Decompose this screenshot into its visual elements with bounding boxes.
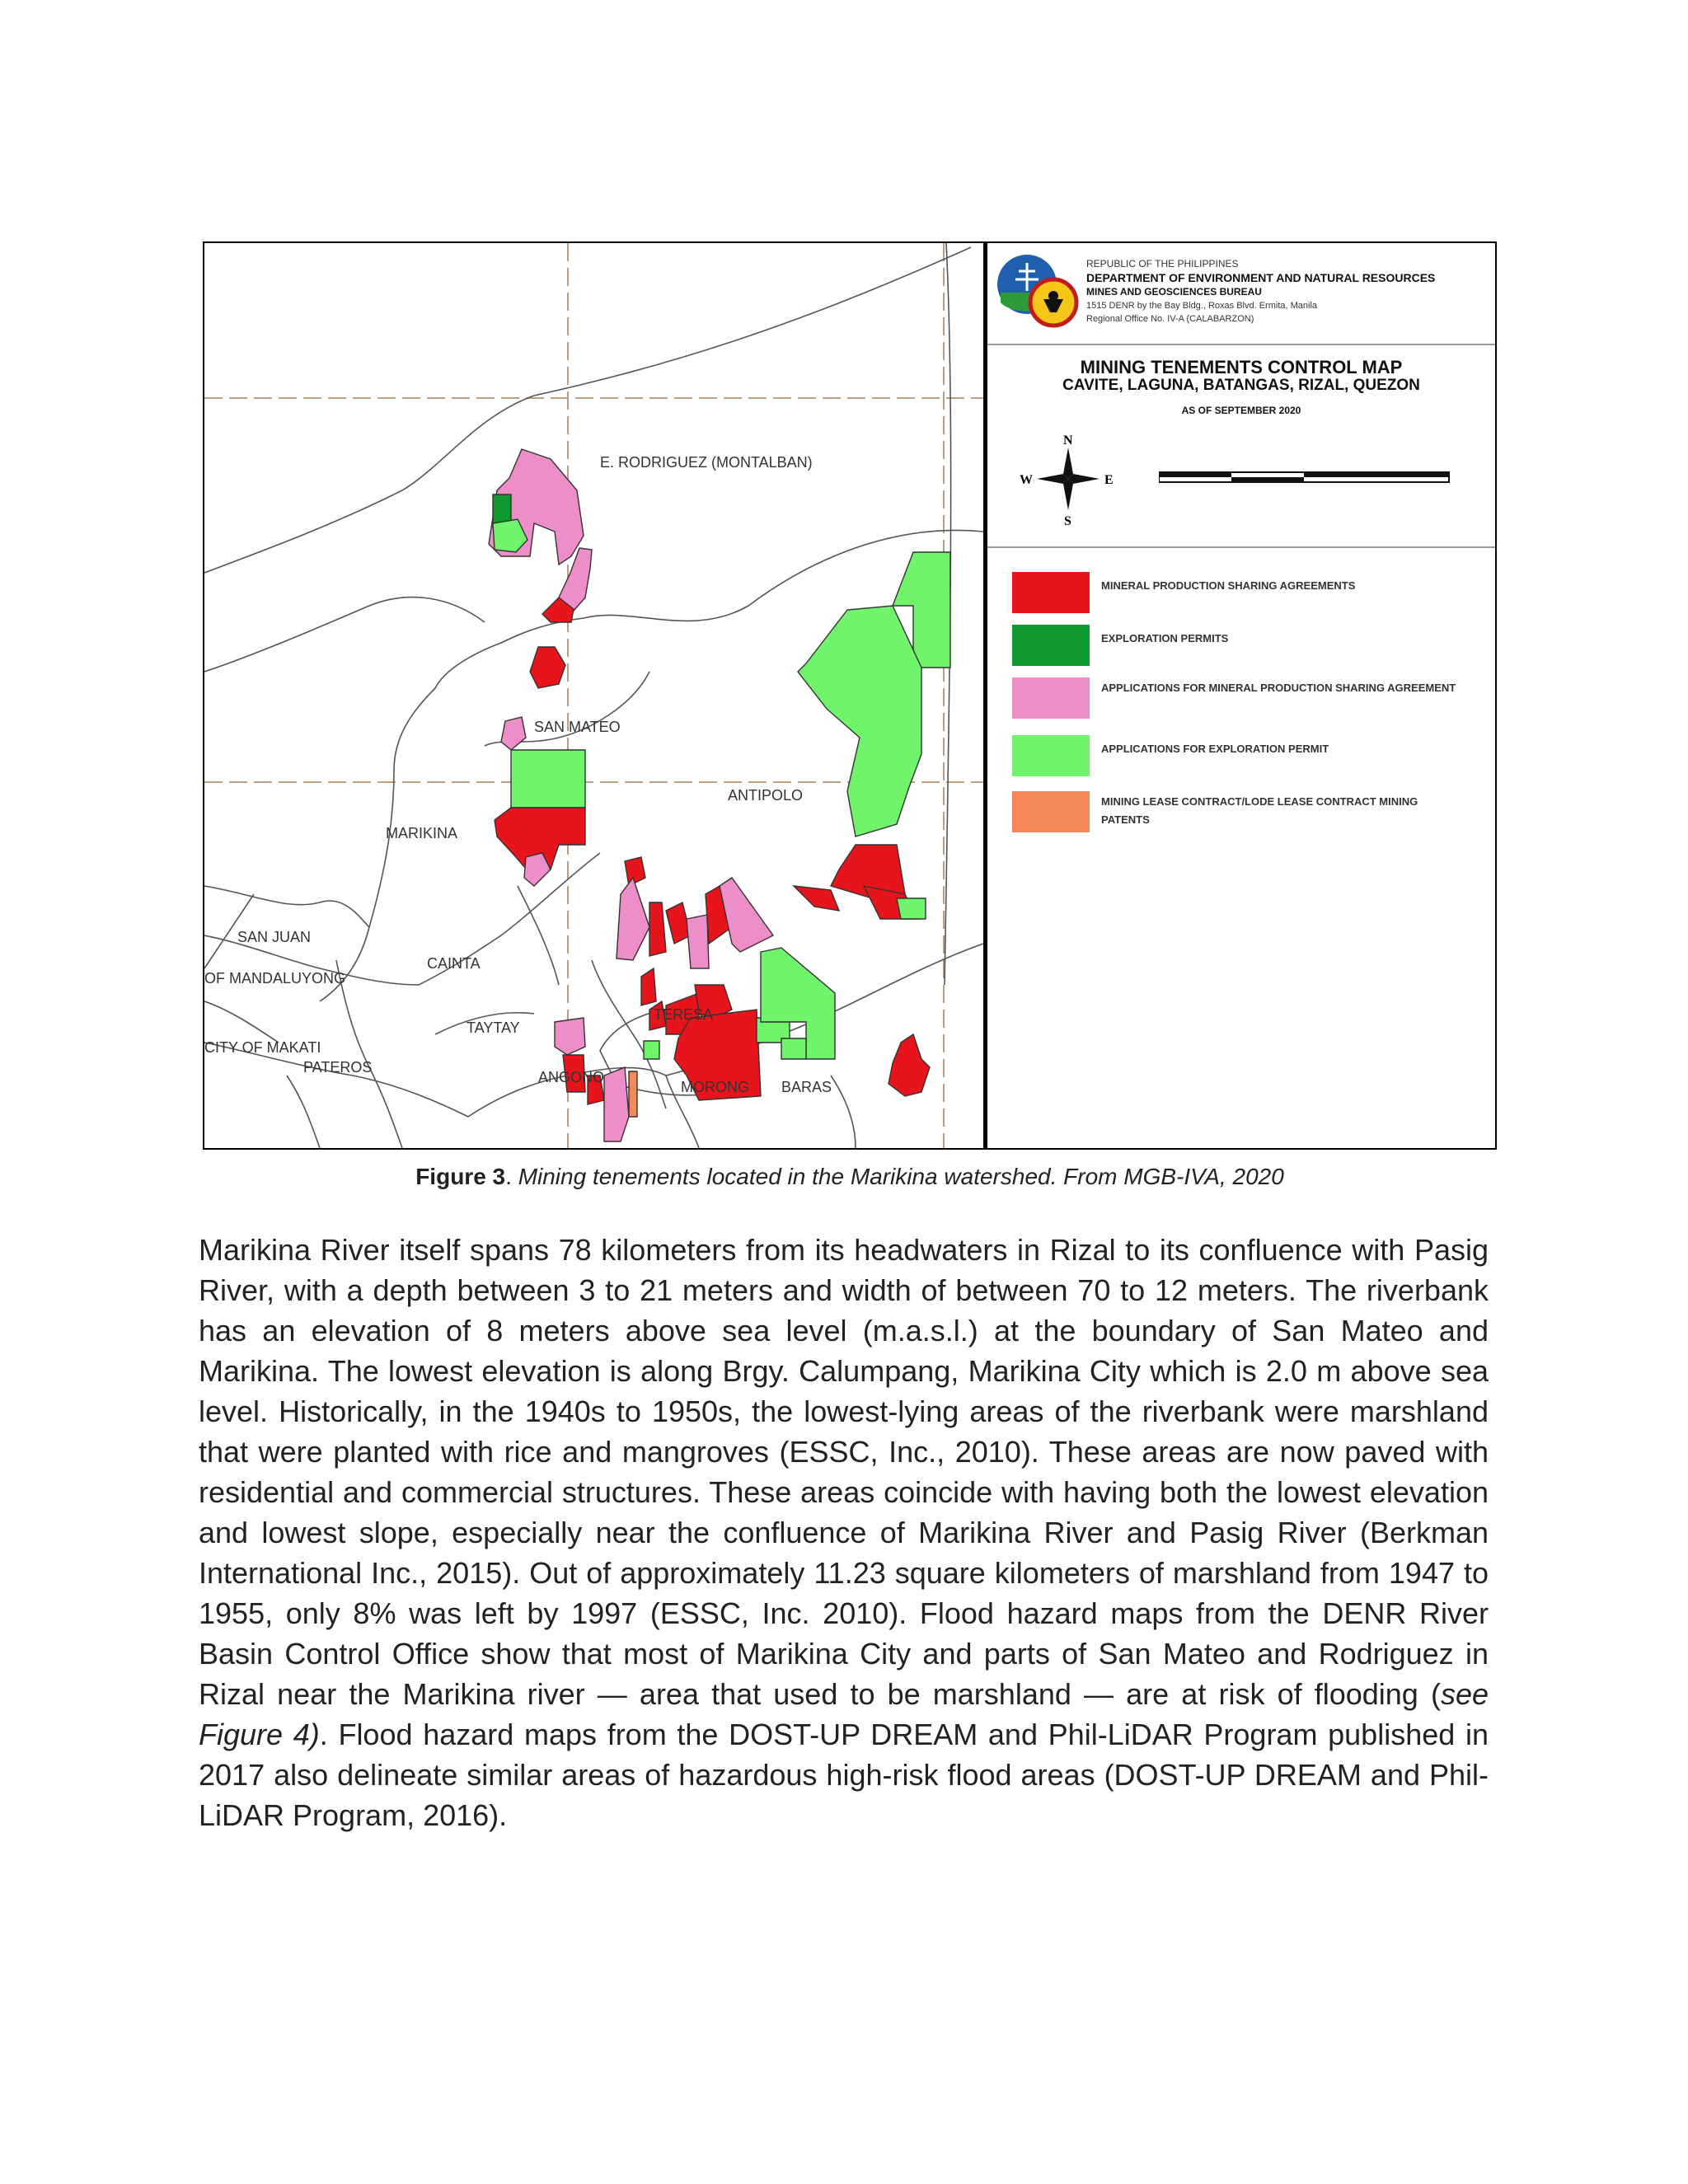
legend-label-exploration: EXPLORATION PERMITS bbox=[1101, 632, 1229, 644]
place-label-baras: BARAS bbox=[781, 1079, 832, 1095]
agency-logos bbox=[994, 251, 1085, 334]
place-label-mandaluyong: OF MANDALUYONG bbox=[204, 970, 346, 987]
place-label-marikina: MARIKINA bbox=[386, 825, 458, 841]
caption-separator: . bbox=[505, 1164, 518, 1189]
map-legend-panel bbox=[987, 243, 1495, 1148]
place-label-taytay: TAYTAY bbox=[467, 1019, 520, 1036]
compass-s: S bbox=[1064, 514, 1071, 528]
agency-line-address: 1515 DENR by the Bay Bldg., Roxas Blvd. Ermita, Manila bbox=[1086, 301, 1318, 311]
place-label-morong: MORONG bbox=[681, 1079, 749, 1095]
place-label-rodriguez: E. RODRIGUEZ (MONTALBAN) bbox=[600, 454, 813, 471]
header-rule bbox=[987, 344, 1495, 345]
place-label-san-juan: SAN JUAN bbox=[237, 929, 312, 945]
legend-swatch-exploration bbox=[1012, 625, 1090, 666]
compass-e: E bbox=[1104, 473, 1114, 487]
place-label-teresa: TERESA bbox=[654, 1006, 714, 1023]
caption-figure-number: Figure 3 bbox=[415, 1164, 506, 1189]
body-paragraph bbox=[199, 1230, 1489, 1835]
agency-line-denr: DEPARTMENT OF ENVIRONMENT AND NATURAL RESOURCES bbox=[1086, 271, 1436, 284]
agency-line-mgb: MINES AND GEOSCIENCES BUREAU bbox=[1086, 286, 1262, 298]
legend-label-mpsa: MINERAL PRODUCTION SHARING AGREEMENTS bbox=[1101, 579, 1356, 592]
tenement-parcels bbox=[489, 449, 950, 1141]
legend-swatch-apsa bbox=[1012, 677, 1090, 719]
scale-bar bbox=[1159, 467, 1456, 492]
caption-description: Mining tenements located in the Marikina watershed. From MGB-IVA, 2020 bbox=[518, 1164, 1284, 1189]
place-label-pateros: PATEROS bbox=[303, 1059, 373, 1076]
place-label-makati: CITY OF MAKATI bbox=[204, 1039, 321, 1056]
agency-line-republic: REPUBLIC OF THE PHILIPPINES bbox=[1086, 258, 1239, 269]
place-label-cainta: CAINTA bbox=[427, 955, 481, 972]
legend-rule bbox=[987, 546, 1495, 548]
body-text-main: Marikina River itself spans 78 kilometers from its headwaters in Rizal to its confluence with Pasig River, with a depth between 3 to 21 meters and width of between 70 to 12 meters. The riverbank has an elevation of 8 meters above sea level (m.a.s.l.) at the boundary of San Mateo and Marikina. The lowest elevation is along Brgy. Calumpang, Marikina City which is 2.0 m above sea level. Historically, in the 1940s to 1950s, the lowest-lying areas of the riverbank were marshland that were planted with rice and mangroves (ESSC, Inc., 2010). These areas are now paved with residential and commercial structures. These areas coincide with having both the lowest elevation and lowest slope, especially near the confluence of Marikina River and Pasig River (Berkman International Inc., 2015). Out of approximately 11.23 square kilometers of marshland from 1947 to 1955, only 8% was left by 1997 (ESSC, Inc. 2010). Flood hazard maps from the DENR River Basin Control Office show that most of Marikina City and parts of San Mateo and Rodriguez in Rizal near the Marikina river — area that used to be marshland — are at risk of flooding ( bbox=[199, 1233, 1489, 1711]
figure-caption bbox=[203, 1164, 1497, 1190]
legend-label-lease-contract: MINING LEASE CONTRACT/LODE LEASE CONTRACT MINING PATENTS bbox=[1101, 795, 1418, 826]
place-label-antipolo: ANTIPOLO bbox=[728, 787, 804, 804]
mgb-logo-icon bbox=[1030, 279, 1076, 326]
agency-line-region: Regional Office No. IV-A (CALABARZON) bbox=[1086, 314, 1254, 324]
map-date: AS OF SEPTEMBER 2020 bbox=[1181, 405, 1301, 416]
legend-swatch-application-exploration bbox=[1012, 735, 1090, 776]
map-title: MINING TENEMENTS CONTROL MAP bbox=[1080, 357, 1403, 377]
map-canvas bbox=[204, 243, 983, 1148]
legend-label-apsa: APPLICATIONS FOR MINERAL PRODUCTION SHARING AGREEMENT bbox=[1101, 682, 1456, 694]
legend-swatch-mpsa bbox=[1012, 572, 1090, 613]
place-label-angono: ANGONO bbox=[538, 1069, 605, 1085]
legend-swatch-lease-contract bbox=[1012, 791, 1090, 832]
map-subtitle: CAVITE, LAGUNA, BATANGAS, RIZAL, QUEZON bbox=[1062, 377, 1420, 394]
compass-rose-icon bbox=[1019, 429, 1118, 528]
compass-n: N bbox=[1063, 434, 1073, 448]
body-text-figure-ref: see Figure 4) bbox=[199, 1677, 1489, 1751]
figure-3 bbox=[203, 241, 1497, 1150]
tenement-map bbox=[204, 243, 983, 1148]
compass-w: W bbox=[1020, 473, 1033, 487]
body-text-end: . Flood hazard maps from the DOST-UP DREAM and Phil-LiDAR Program published in 2017 also delineate similar areas of hazardous high-risk flood areas (DOST-UP DREAM and Phil-LiDAR Program, 2016). bbox=[199, 1718, 1489, 1832]
legend-label-application-exploration: APPLICATIONS FOR EXPLORATION PERMIT bbox=[1101, 743, 1329, 755]
place-label-san-mateo: SAN MATEO bbox=[534, 719, 621, 735]
